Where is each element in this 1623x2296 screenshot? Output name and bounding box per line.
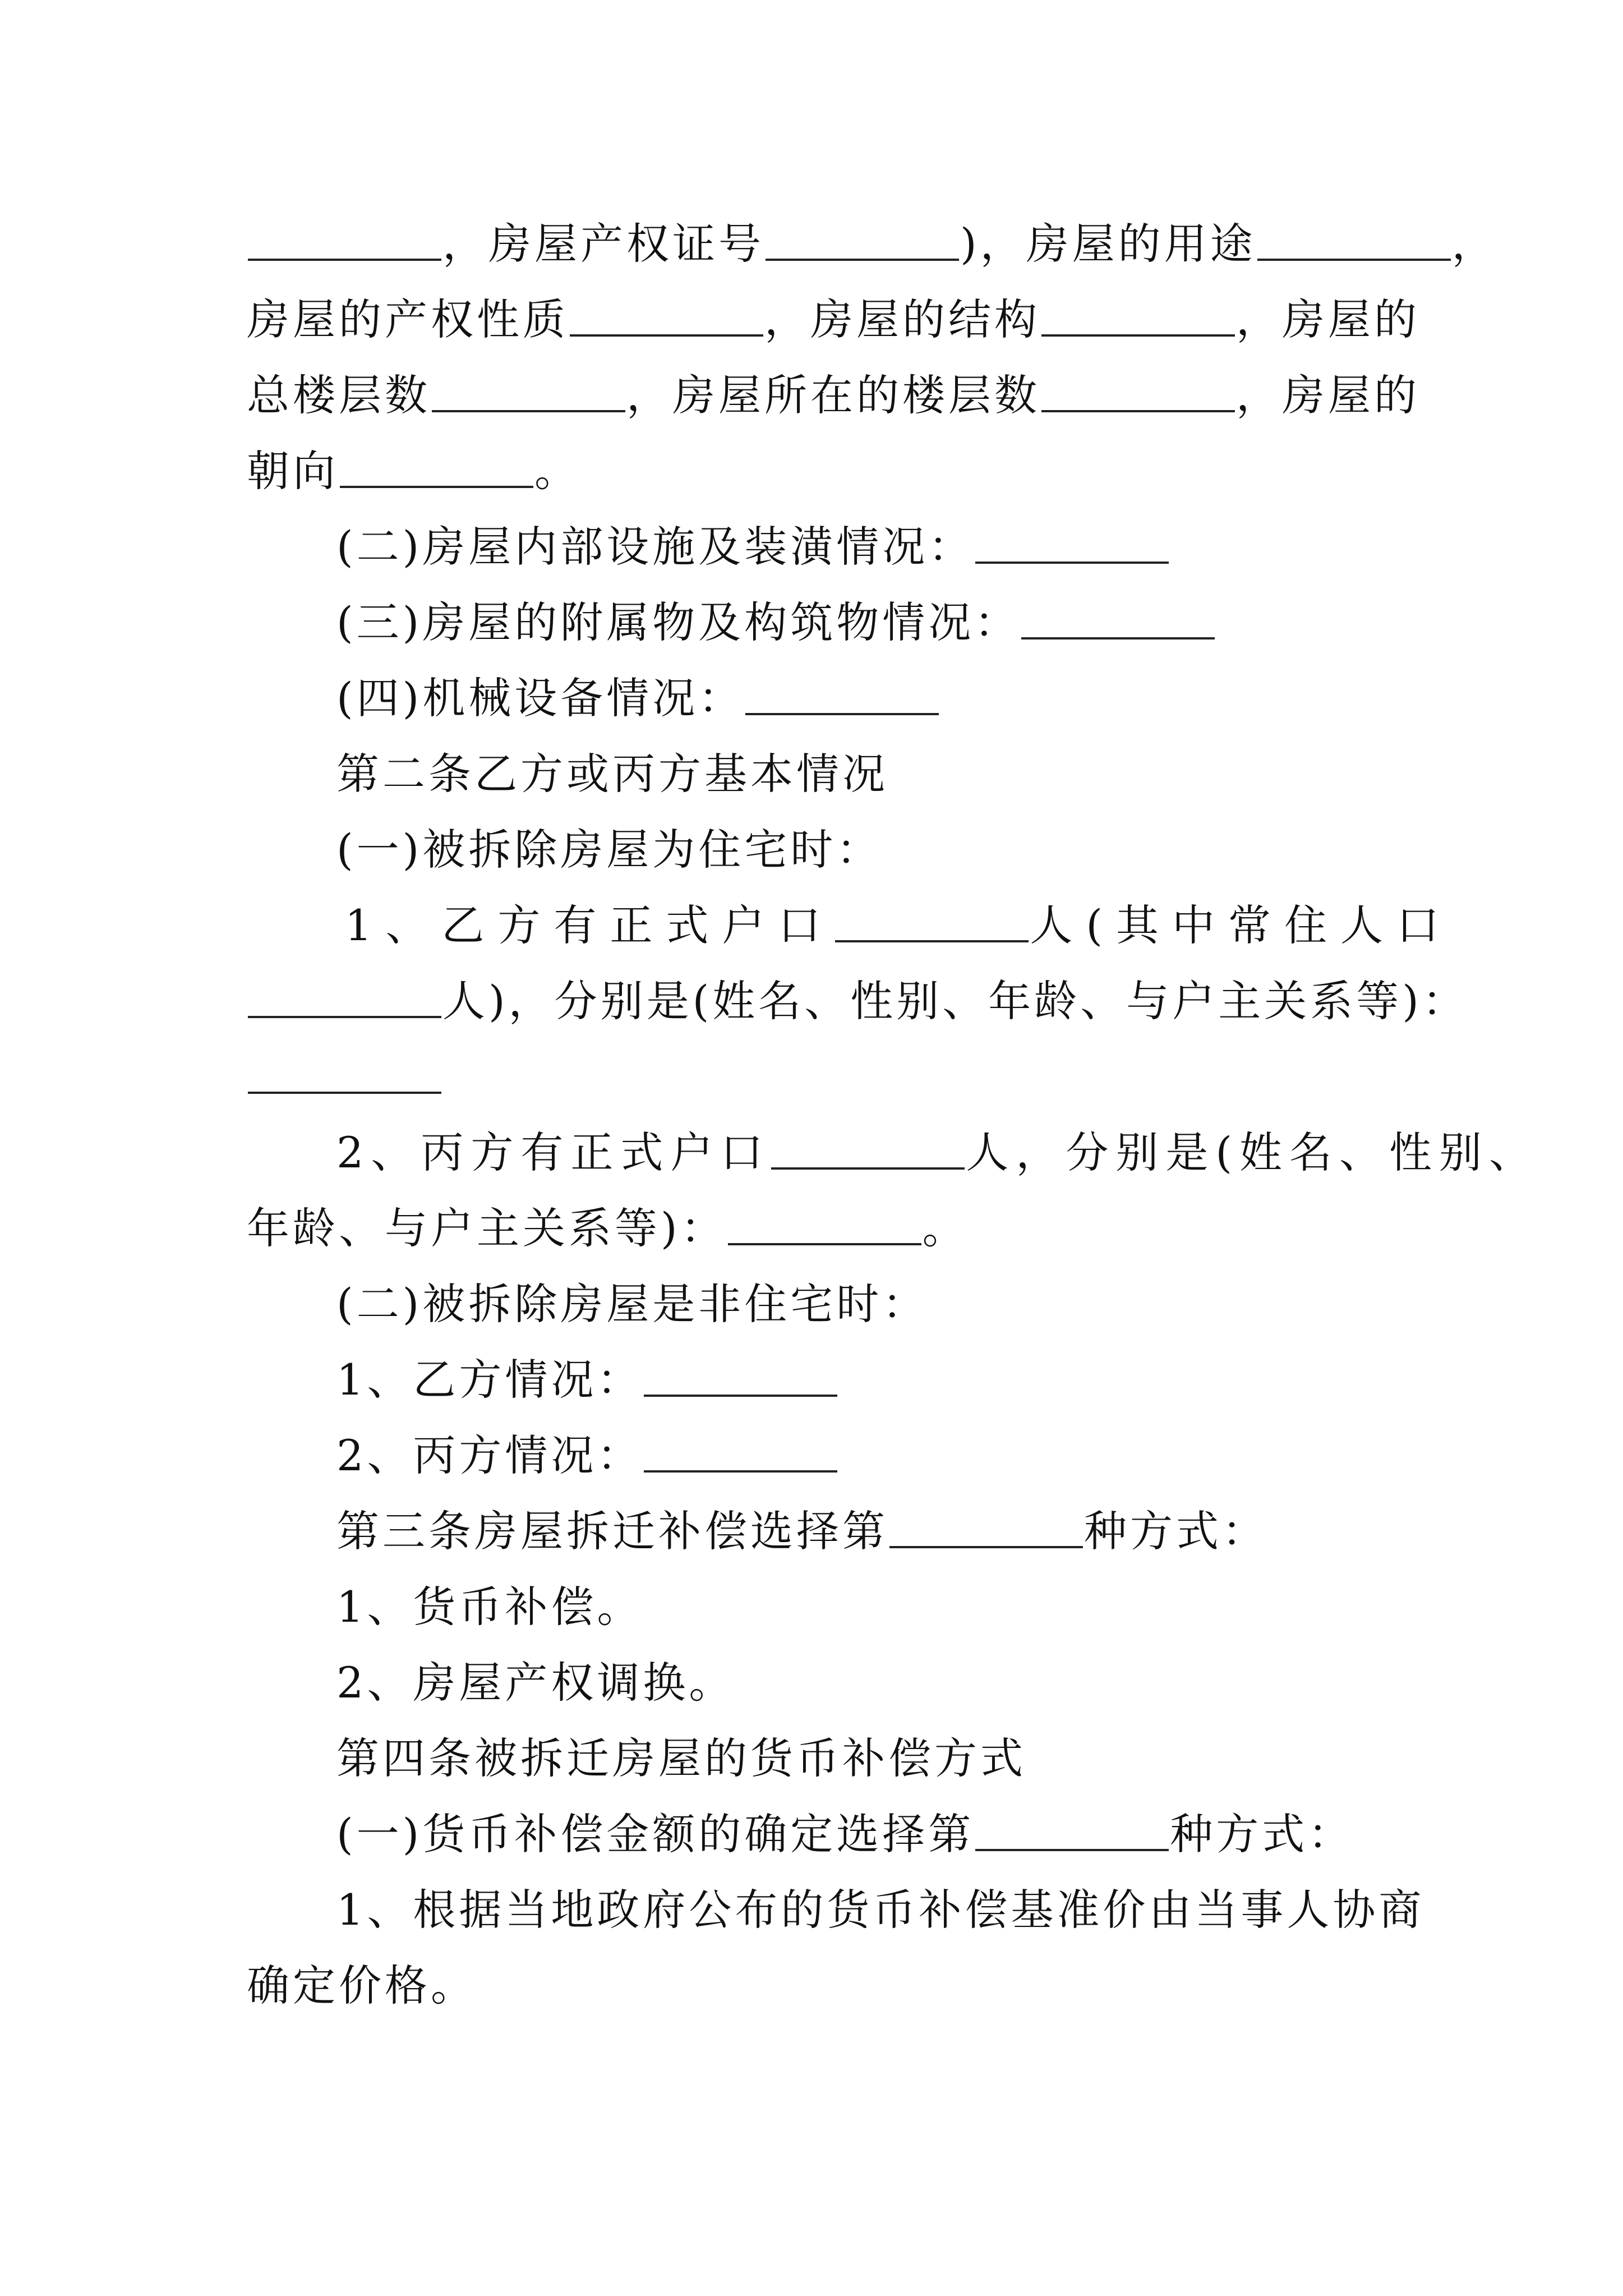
line-text: 房屋的产权性质 [247, 295, 569, 344]
line-text: 总楼层数 [247, 370, 431, 420]
line-text: 1、货币补偿。 [336, 1582, 643, 1632]
fill-blank[interactable] [835, 940, 1029, 942]
text-line-base-price [336, 1882, 1447, 1938]
fill-blank[interactable] [248, 259, 441, 261]
line-text: (四)机械设备情况： [336, 673, 745, 723]
line-text: 年龄、与户主关系等)： [247, 1203, 727, 1253]
text-line-party-b-household [345, 898, 1455, 954]
fill-blank[interactable] [570, 334, 763, 337]
line-text: 第二条乙方或丙方基本情况 [336, 749, 888, 799]
text-line-machinery [336, 670, 1447, 726]
line-text: 朝向 [247, 446, 339, 496]
fill-blank[interactable] [1041, 334, 1235, 337]
text-line-orientation [247, 443, 1447, 499]
text-line-interior [336, 519, 1447, 575]
list-item-exchange [336, 1655, 1447, 1711]
text-line-party-c-household [336, 1125, 1539, 1181]
text-line-party-c-info [336, 1428, 1447, 1484]
fill-blank[interactable] [248, 1016, 441, 1018]
line-text: 第三条房屋拆迁补偿选择第 [336, 1506, 888, 1556]
fill-blank[interactable] [771, 1167, 965, 1170]
text-line-residential [336, 822, 1447, 878]
fill-blank[interactable] [644, 1395, 837, 1397]
line-text: (二)房屋内部设施及装潢情况： [336, 522, 975, 572]
fill-blank[interactable] [889, 1546, 1083, 1548]
line-text: 种方式： [1084, 1506, 1268, 1556]
line-text: 2、丙方有正式户口 [336, 1128, 771, 1177]
fill-blank[interactable] [1041, 410, 1235, 412]
fill-blank[interactable] [728, 1243, 921, 1245]
text-line-party-c-detail [247, 1200, 1447, 1257]
line-text: (一)货币补偿金额的确定选择第 [336, 1809, 975, 1859]
text-line-confirm-price [247, 1958, 1447, 2014]
fill-blank[interactable] [340, 486, 533, 488]
fill-blank[interactable] [745, 713, 939, 715]
line-text: 2、房屋产权调换。 [336, 1658, 735, 1708]
line-text: 人)，分别是(姓名、性别、年龄、与户主关系等)： [442, 976, 1468, 1026]
line-text: 1、乙方有正式户口 [345, 900, 834, 950]
text-line-attachments [336, 595, 1447, 651]
fill-blank[interactable] [1257, 259, 1451, 261]
fill-blank[interactable] [248, 1092, 441, 1094]
line-text: 人，分别是(姓名、性别、 [966, 1128, 1539, 1177]
fill-blank[interactable] [975, 562, 1169, 564]
text-line-non-residential [336, 1276, 1447, 1332]
line-text: 1、根据当地政府公布的货币补偿基准价由当事人协商 [336, 1885, 1425, 1935]
line-text: 种方式： [1170, 1809, 1354, 1859]
fill-blank[interactable] [1021, 637, 1215, 639]
text-line-party-b-info [336, 1352, 1447, 1408]
line-text: ， [1451, 219, 1498, 269]
line-text: 2、丙方情况： [336, 1430, 643, 1480]
text-line-blank-only [247, 1049, 1447, 1105]
line-text: ，房屋的 [1236, 370, 1420, 420]
text-line-property-nature [247, 292, 1447, 348]
line-text: 。 [534, 446, 580, 496]
line-text: ，房屋的 [1236, 295, 1420, 344]
text-line-household-detail [247, 973, 1468, 1029]
list-item-monetary [336, 1579, 1447, 1635]
fill-blank[interactable] [975, 1849, 1169, 1851]
line-text: 。 [922, 1203, 969, 1253]
text-line-property-cert [247, 216, 1498, 272]
section-heading-article-4 [336, 1731, 1447, 1787]
line-text: 人(其中常住人口 [1030, 900, 1453, 950]
line-text: 1、乙方情况： [336, 1355, 643, 1405]
line-text: ，房屋所在的楼层数 [626, 370, 1040, 420]
section-heading-article-2 [336, 746, 1447, 802]
text-line-amount-method [336, 1806, 1447, 1862]
line-text: ，房屋产权证号 [442, 219, 764, 269]
line-text: ，房屋的结构 [764, 295, 1040, 344]
line-text: (二)被拆除房屋是非住宅时： [336, 1279, 929, 1329]
line-text: (三)房屋的附属物及构筑物情况： [336, 597, 1021, 647]
line-text: (一)被拆除房屋为住宅时： [336, 825, 883, 875]
fill-blank[interactable] [766, 259, 959, 261]
line-text: )，房屋的用途 [960, 219, 1256, 269]
line-text: 确定价格。 [247, 1961, 477, 2010]
fill-blank[interactable] [432, 410, 625, 412]
line-text: 第四条被拆迁房屋的货币补偿方式 [336, 1733, 1026, 1783]
text-line-floors [247, 367, 1447, 424]
fill-blank[interactable] [644, 1470, 837, 1473]
section-heading-article-3 [336, 1503, 1447, 1559]
